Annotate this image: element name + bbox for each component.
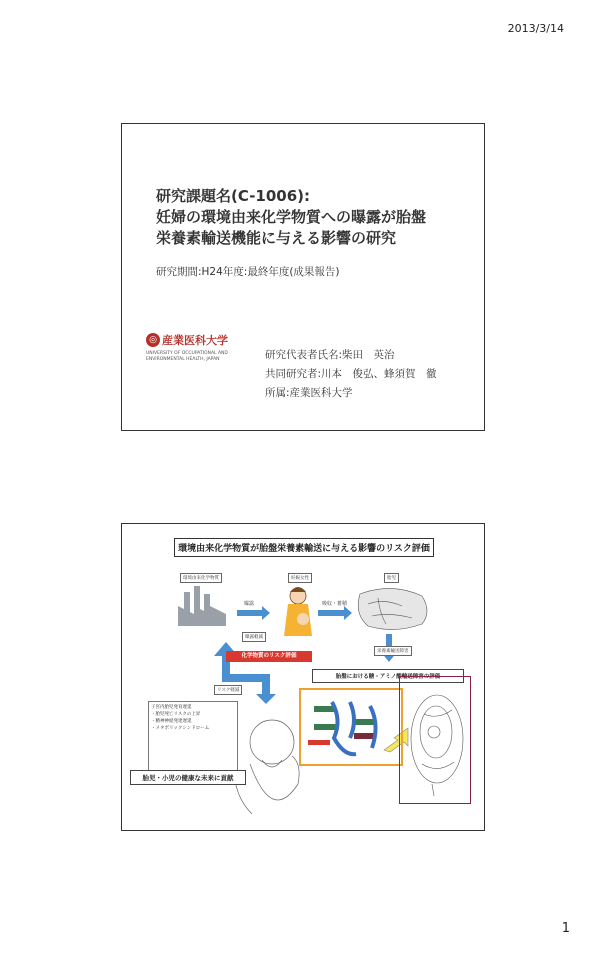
- child-effect-item: 子宮内胎児発育遅延: [151, 705, 192, 710]
- title-line-1: 研究課題名(C-1006):: [156, 187, 311, 205]
- arrow-risk-loop: [214, 642, 262, 682]
- label-risk-reduction: リスク軽減: [214, 685, 242, 695]
- fetus-illustration-icon: [358, 588, 427, 629]
- placenta-anatomy-frame: [399, 676, 471, 804]
- child-effects-box: [148, 701, 238, 773]
- university-logo: [146, 329, 256, 363]
- label-pregnant: 妊娠女性: [288, 573, 312, 583]
- print-date: 2013/3/14: [507, 22, 564, 35]
- representative: 研究代表者氏名:柴田 英治: [265, 349, 395, 361]
- slide-diagram: [121, 523, 485, 831]
- child-effect-item: ・メタボリックシンドローム: [151, 726, 210, 731]
- page-number: 1: [561, 921, 570, 936]
- research-period: 研究期間:H24年度:最終年度(成果報告): [156, 266, 340, 278]
- title-line-2: 妊婦の環境由来化学物質への曝露が胎盤: [156, 208, 427, 226]
- factory-icon: [178, 586, 226, 626]
- child-effect-item: ・胎児死亡リスクの上昇: [151, 712, 201, 717]
- child-effect-item: ・精神神経発達遅延: [151, 719, 192, 724]
- label-exposure-reduction: 曝露軽減: [242, 632, 266, 642]
- arrow-transfer: [318, 606, 352, 620]
- logo-subtitle: UNIVERSITY OF OCCUPATIONAL AND ENVIRONMENTAL HEALTH, JAPAN: [146, 351, 228, 362]
- placenta-evaluation-box: 胎盤における糖・アミノ酸輸送障害の評価: [312, 669, 464, 683]
- contribution-box: 胎児・小児の健康な未来に貢献: [130, 770, 246, 785]
- pregnant-woman-icon: [284, 587, 312, 636]
- logo-name: 産業医科大学: [162, 333, 228, 347]
- label-fetus: 胎児: [384, 573, 399, 583]
- child-illustration-icon: [234, 720, 299, 814]
- label-exposure: 曝露: [244, 601, 255, 607]
- affiliation: 所属:産業医科大学: [265, 387, 353, 399]
- slide2-title: 環境由来化学物質が胎盤栄養素輸送に与える影響のリスク評価: [174, 538, 434, 557]
- title-line-3: 栄養素輸送機能に与える影響の研究: [156, 229, 397, 247]
- risk-assessment-box: 化学物質のリスク評価: [226, 651, 312, 662]
- label-nutrient-disorder: 栄養素輸送障害: [374, 646, 412, 656]
- label-transfer: 吸収・蓄積: [322, 601, 348, 607]
- research-title: [156, 186, 426, 249]
- arrow-exposure: [237, 606, 270, 620]
- placenta-transport-frame: [299, 688, 403, 766]
- slide-title: [121, 123, 485, 431]
- co-researchers: 共同研究者:川本 俊弘、蜂須賀 徹: [265, 368, 437, 380]
- university-emblem-icon: ◎: [146, 333, 160, 347]
- researcher-info: [265, 346, 437, 403]
- label-chemicals: 環境由来化学物質: [180, 573, 222, 583]
